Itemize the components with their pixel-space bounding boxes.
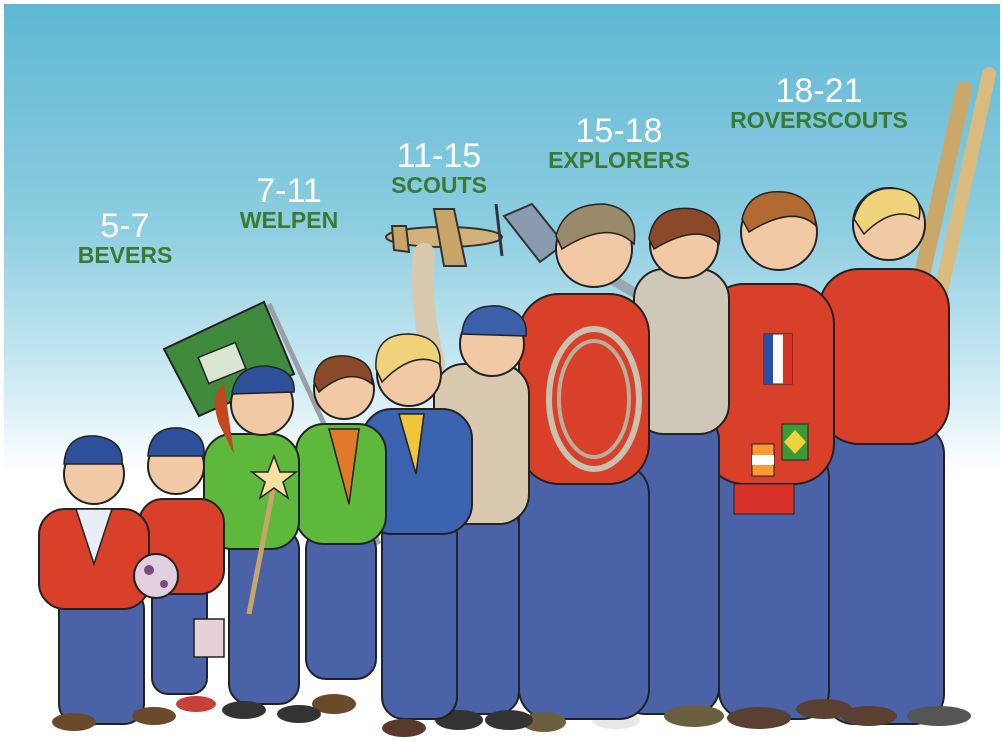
group-name: SCOUTS [391,172,487,198]
group-label-scouts [364,139,514,198]
group-age: 5-7 [100,207,150,245]
toy-airplane-icon [386,204,502,266]
scouting-age-groups-illustration [4,4,1000,738]
group-age: 15-18 [575,112,663,150]
bucket-icon [194,619,224,657]
group-name: WELPEN [239,207,339,233]
group-label-welpen [214,174,364,233]
rover-scout-male [704,192,852,729]
group-label-roverscouts [704,74,934,133]
group-age: 7-11 [256,172,322,210]
group-age: 11-15 [396,137,482,175]
group-name: EXPLORERS [548,147,690,173]
group-label-bevers [50,209,200,268]
welpen-boy [296,356,386,714]
ball-icon [134,554,178,598]
group-name: BEVERS [77,242,173,268]
group-label-explorers [524,114,714,173]
group-name: ROVERSCOUTS [730,107,908,133]
group-age: 18-21 [775,72,863,110]
